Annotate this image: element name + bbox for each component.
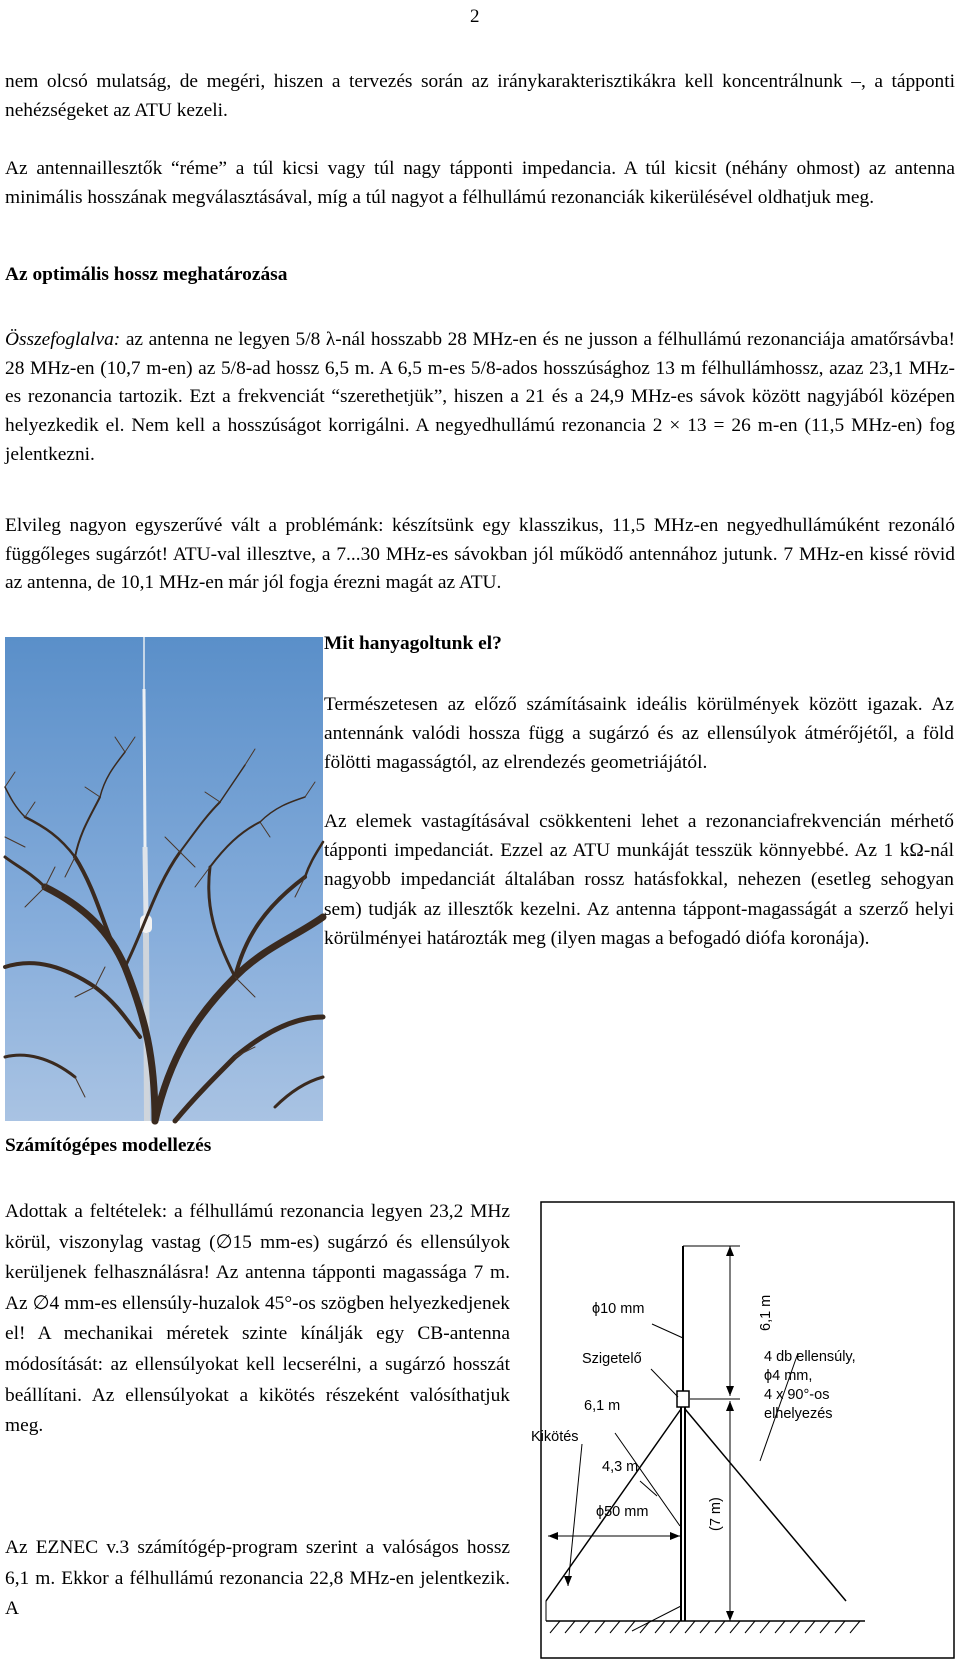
diagram-label-height-top: 6,1 m: [758, 1294, 774, 1331]
diagram-label-radials-1: 4 db ellensúly,: [764, 1349, 856, 1365]
section3-paragraph-1: Adottak a feltételek: a félhullámú rezonancia legyen 23,2 MHz körül, viszonylag vastag (∅15 mm-es) sugárzó és ellensúlyok kerüljenek felhasználásra! Az antenna tápponti magassága 7 m. Az ∅4 mm-es ellensúly-huzalok 45°-os szögben helyezkedjenek el! A mechanikai méretek szinte kínálják egy CB-antenna módosítását: az ellensúlyokat kell lecserélni, a sugárzó hosszát beállítani. Az ellensúlyokat a kikötés részeként valósíthatjuk meg.: [5, 1201, 510, 1437]
summary-paragraph: [5, 326, 955, 470]
diagram-label-height-bottom: (7 m): [708, 1497, 724, 1531]
antenna-photo: [5, 637, 323, 1121]
section-heading-modeling: Számítógépes modellezés: [5, 1135, 212, 1156]
section-heading-optimal-length: Az optimális hossz meghatározása: [5, 264, 288, 285]
intro-paragraph-1: nem olcsó mulatság, de megéri, hiszen a tervezés során az iránykarakterisztikákra kell koncentrálnunk –, a tápponti nehézségeket az ATU kezeli.: [5, 71, 955, 121]
intro-paragraph-2: Az antennaillesztők “réme” a túl kicsi vagy túl nagy tápponti impedancia. A túl kicsit (néhány ohmost) az antenna minimális hosszának megválasztásával, míg a túl nagyot a félhullámú rezonanciák kikerülésével oldhatjuk meg.: [5, 158, 955, 208]
diagram-label-radial-length: 6,1 m: [584, 1398, 621, 1414]
diagram-label-guy: Kikötés: [531, 1429, 579, 1445]
diagram-label-dia-bottom: ϕ50 mm: [596, 1504, 649, 1520]
section-heading-neglected: Mit hanyagoltunk el?: [324, 633, 502, 654]
diagram-label-radials-4: elhelyezés: [764, 1406, 833, 1422]
diagram-label-base-distance: 4,3 m: [602, 1459, 639, 1475]
section3-paragraph-2: Az EZNEC v.3 számítógép-program szerint a valóságos hossz 6,1 m. Ekkor a félhullámú rezonancia 22,8 MHz-en jelentkezik. A: [5, 1537, 510, 1620]
section2-paragraph-1: Természetesen az előző számításaink ideális körülmények között igazak. Az antennánk valódi hossza függ a sugárzó és az ellensúlyok átmérőjétől, a föld fölötti magasságtól, az elrendezés geometriájától.: [324, 694, 954, 774]
section2-paragraph-2: Az elemek vastagításával csökkenteni lehet a rezonanciafrekvencián mérhető tápponti impedanciát. Ezzel az ATU munkáját tesszük könnyebbé. Az 1 kΩ-nál nagyobb impedanciát általában rossz hatásfokkal, nehezen (esetleg sehogyan sem) tudják az illesztők kezelni. Az antenna táppont-magasságát a szerző helyi körülményei határozták meg (ilyen magas a befogadó diófa koronája).: [324, 811, 954, 949]
diagram-label-radials-2: ϕ4 mm,: [764, 1368, 813, 1384]
section1-paragraph-2: Elvileg nagyon egyszerűvé vált a problémánk: készítsünk egy klasszikus, 11,5 MHz-en negyedhullámúként rezonáló függőleges sugárzót! ATU-val illesztve, a 7...30 MHz-es sávokban jól működő antennához jutunk. 7 MHz-en kissé rövid az antenna, de 10,1 MHz-en már jól fogja érezni magát az ATU.: [5, 515, 955, 594]
summary-label: Összefoglalva:: [5, 329, 121, 350]
diagram-label-radials-3: 4 x 90°-os: [764, 1387, 830, 1403]
page-number: 2: [470, 6, 480, 27]
summary-text: az antenna ne legyen 5/8 λ-nál hosszabb 28 MHz-en és ne jusson a félhullámú rezonanciája amatőrsávba! 28 MHz-en (10,7 m-en) az 5/8-ad hossz 6,5 m. A 6,5 m-es 5/8-ados hosszúsághoz 13 m félhullámhossz, azaz 23,1 MHz-es rezonancia tartozik. Ezt a frekvenciát “szerethetjük”, hiszen a 21 és a 24,9 MHz-es sávok között nagyjából középen helyezkedik el. Nem kell a hosszúságot korrigálni. A negyedhullámú rezonancia 2 × 13 = 26 m-en (11,5 MHz-en) fog jelentkezni.: [5, 329, 955, 465]
diagram-label-dia-top: ϕ10 mm: [592, 1301, 645, 1317]
antenna-diagram: [531, 1201, 955, 1659]
diagram-label-insulator: Szigetelő: [582, 1351, 642, 1367]
